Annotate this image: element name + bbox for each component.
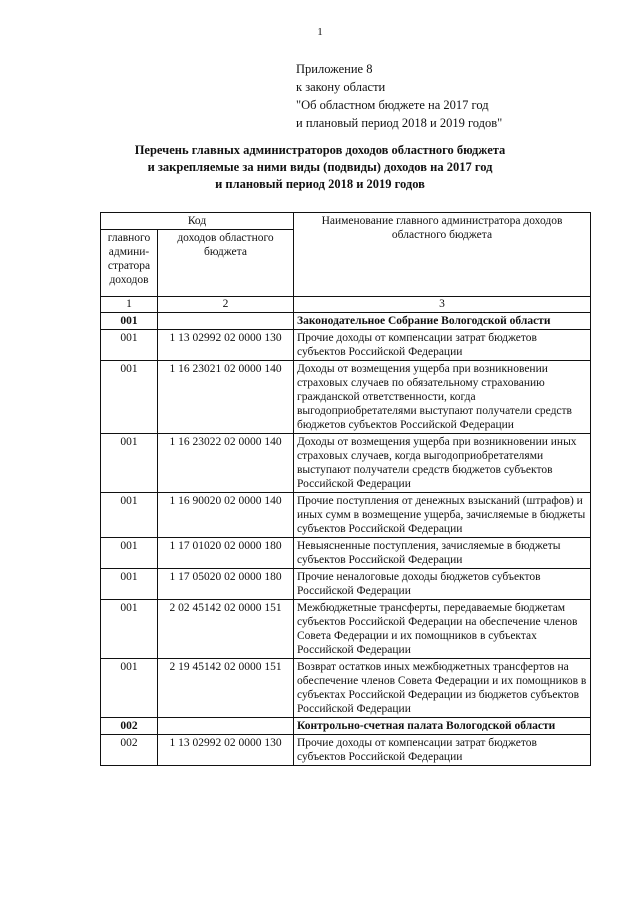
table-row: [101, 493, 591, 538]
page-number: 1: [317, 26, 323, 38]
income-name-cell: Невыясненные поступления, зачисляемые в бюджеты субъектов Российской Федерации: [294, 538, 591, 569]
name-header: Наименование главного администратора доходов областного бюджета: [294, 213, 591, 297]
appendix-line: "Об областном бюджете на 2017 год: [296, 98, 489, 112]
income-code-cell: 2 19 45142 02 0000 151: [158, 659, 294, 718]
admin-code-cell: 001: [101, 313, 158, 330]
table-header-row: [101, 213, 591, 230]
appendix-line: Приложение 8: [296, 62, 373, 76]
income-name-cell: Прочие неналоговые доходы бюджетов субъектов Российской Федерации: [294, 569, 591, 600]
income-code-cell: 1 16 23022 02 0000 140: [158, 434, 294, 493]
income-code-cell: [158, 718, 294, 735]
table-row: [101, 569, 591, 600]
column-number: 1: [101, 297, 158, 313]
income-name-cell: Законодательное Собрание Вологодской области: [294, 313, 591, 330]
income-code-cell: [158, 313, 294, 330]
appendix-note: [296, 60, 502, 132]
appendix-line: к закону области: [296, 80, 386, 94]
appendix-line: и плановый период 2018 и 2019 годов": [296, 116, 503, 130]
section-row: [101, 718, 591, 735]
admin-code-header: главного админи- стратора доходов: [101, 230, 158, 297]
admin-code-cell: 001: [101, 659, 158, 718]
column-number: 2: [158, 297, 294, 313]
section-row: [101, 313, 591, 330]
title-line: и закрепляемые за ними виды (подвиды) доходов на 2017 год: [147, 160, 493, 174]
table-row: [101, 361, 591, 434]
income-code-header: доходов областного бюджета: [158, 230, 294, 297]
admin-code-cell: 002: [101, 718, 158, 735]
income-code-cell: 1 16 23021 02 0000 140: [158, 361, 294, 434]
table-row: [101, 434, 591, 493]
document-title: [0, 142, 640, 193]
admin-code-cell: 001: [101, 493, 158, 538]
admin-code-cell: 001: [101, 569, 158, 600]
income-code-cell: 1 17 01020 02 0000 180: [158, 538, 294, 569]
income-name-cell: Доходы от возмещения ущерба при возникновении иных страховых случаев, когда выгодоприобретателями выступают получатели средств бюджетов субъектов Российской Федерации: [294, 434, 591, 493]
income-name-cell: Прочие доходы от компенсации затрат бюджетов субъектов Российской Федерации: [294, 330, 591, 361]
column-number-row: [101, 297, 591, 313]
table-row: [101, 735, 591, 766]
income-name-cell: Прочие поступления от денежных взысканий (штрафов) и иных сумм в возмещение ущерба, зачисляемые в бюджеты субъектов Российской Федерации: [294, 493, 591, 538]
admin-code-cell: 002: [101, 735, 158, 766]
admin-code-cell: 001: [101, 434, 158, 493]
income-code-cell: 1 17 05020 02 0000 180: [158, 569, 294, 600]
admin-code-cell: 001: [101, 600, 158, 659]
code-header: Код: [101, 213, 294, 230]
admin-code-cell: 001: [101, 361, 158, 434]
title-line: Перечень главных администраторов доходов областного бюджета: [134, 143, 506, 157]
table-row: [101, 330, 591, 361]
admin-code-cell: 001: [101, 330, 158, 361]
income-code-cell: 1 13 02992 02 0000 130: [158, 735, 294, 766]
income-name-cell: Доходы от возмещения ущерба при возникновении страховых случаев по обязательному страхованию гражданской ответственности, когда выгодоприобретателями выступают получатели средств бюджетов субъектов Российской Федерации: [294, 361, 591, 434]
income-code-cell: 2 02 45142 02 0000 151: [158, 600, 294, 659]
income-code-cell: 1 16 90020 02 0000 140: [158, 493, 294, 538]
revenue-administrators-table: [100, 212, 591, 766]
income-code-cell: 1 13 02992 02 0000 130: [158, 330, 294, 361]
table-row: [101, 600, 591, 659]
title-line: и плановый период 2018 и 2019 годов: [215, 177, 425, 191]
income-name-cell: Межбюджетные трансферты, передаваемые бюджетам субъектов Российской Федерации на обеспечение членов Совета Федерации и их помощников в субъектах Российской Федерации: [294, 600, 591, 659]
column-number: 3: [294, 297, 591, 313]
income-name-cell: Прочие доходы от компенсации затрат бюджетов субъектов Российской Федерации: [294, 735, 591, 766]
admin-code-cell: 001: [101, 538, 158, 569]
income-name-cell: Контрольно-счетная палата Вологодской области: [294, 718, 591, 735]
table-row: [101, 538, 591, 569]
income-name-cell: Возврат остатков иных межбюджетных трансфертов на обеспечение членов Совета Федерации и их помощников в субъектах Российской Федерации из бюджетов субъектов Российской Федерации: [294, 659, 591, 718]
table-row: [101, 659, 591, 718]
